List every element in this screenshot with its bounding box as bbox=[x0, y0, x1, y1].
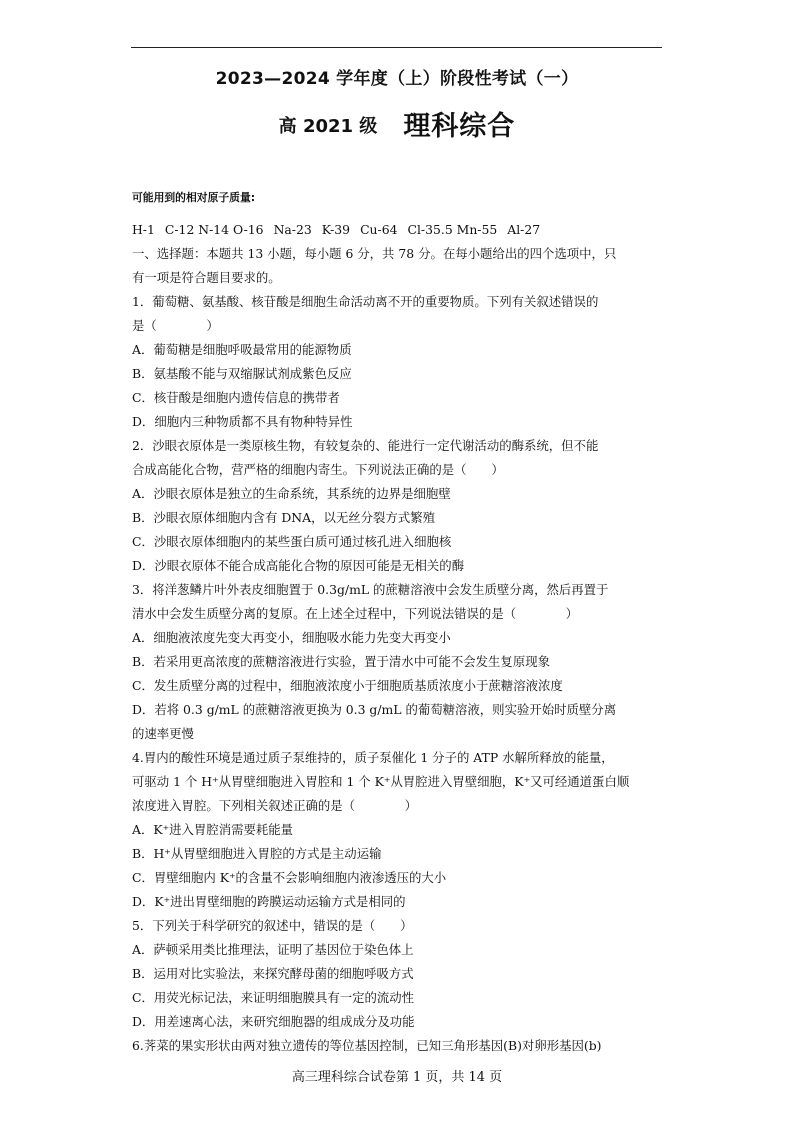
option-b: B．氨基酸不能与双缩脲试剂成紫色反应 bbox=[132, 366, 352, 381]
subject-heading bbox=[0, 104, 794, 143]
atomic-mass-item: Na-23 bbox=[273, 222, 312, 237]
option-a: A．葡萄糖是细胞呼吸最常用的能源物质 bbox=[132, 342, 352, 357]
question-1 bbox=[132, 290, 664, 434]
option-c: C．用荧光标记法，来证明细胞膜具有一定的流动性 bbox=[132, 990, 415, 1005]
atomic-mass-list bbox=[132, 218, 664, 242]
header-rule bbox=[131, 47, 662, 48]
option-b: B．H⁺从胃壁细胞进入胃腔的方式是主动运输 bbox=[132, 846, 382, 861]
question-stem-line: 是（ ） bbox=[132, 318, 219, 333]
question-5 bbox=[132, 914, 664, 1034]
question-stem-line: 6.荠菜的果实形状由两对独立遗传的等位基因控制，已知三角形基因(B)对卵形基因(b) bbox=[132, 1038, 602, 1053]
question-stem-line: 可驱动 1 个 H⁺从胃壁细胞进入胃腔和 1 个 K⁺从胃腔进入胃壁细胞，K⁺又可经通道蛋白顺 bbox=[132, 774, 630, 789]
question-3 bbox=[132, 578, 664, 746]
option-c: C．发生质壁分离的过程中，细胞液浓度小于细胞质基质浓度小于蔗糖溶液浓度 bbox=[132, 678, 563, 693]
question-stem-line: 2．沙眼衣原体是一类原核生物，有较复杂的、能进行一定代谢活动的酶系统，但不能 bbox=[132, 438, 599, 453]
option-b: B．沙眼衣原体细胞内含有 DNA，以无丝分裂方式繁殖 bbox=[132, 510, 435, 525]
exam-title: 2023—2024 学年度（上）阶段性考试（一） bbox=[215, 69, 579, 89]
option-a: A．细胞液浓度先变大再变小，细胞吸水能力先变大再变小 bbox=[132, 630, 451, 645]
question-stem-line: 1．葡萄糖、氨基酸、核苷酸是细胞生命活动离不开的重要物质。下列有关叙述错误的 bbox=[132, 294, 599, 309]
option-a: A．沙眼衣原体是独立的生命系统，其系统的边界是细胞壁 bbox=[132, 486, 451, 501]
option-c: C．核苷酸是细胞内遗传信息的携带者 bbox=[132, 390, 340, 405]
atomic-mass-item: Al-27 bbox=[507, 222, 541, 237]
subject-title: 理科综合 bbox=[403, 111, 516, 142]
option-d: D．用差速离心法，来研究细胞器的组成成分及功能 bbox=[132, 1014, 415, 1029]
option-d: D．细胞内三种物质都不具有物种特异性 bbox=[132, 414, 353, 429]
option-d: D．沙眼衣原体不能合成高能化合物的原因可能是无相关的酶 bbox=[132, 558, 465, 573]
atomic-mass-label: 可能用到的相对原子质量: bbox=[132, 191, 256, 204]
section-intro bbox=[132, 242, 664, 290]
question-stem-line: 4.胃内的酸性环境是通过质子泵维持的，质子泵催化 1 分子的 ATP 水解所释放的能量， bbox=[132, 750, 614, 765]
option-b: B．若采用更高浓度的蔗糖溶液进行实验，置于清水中可能不会发生复原现象 bbox=[132, 654, 550, 669]
question-4 bbox=[132, 746, 664, 914]
question-stem-line: 3．将洋葱鳞片叶外表皮细胞置于 0.3g/mL 的蔗糖溶液中会发生质壁分离，然后再置于 bbox=[132, 582, 609, 597]
grade-label: 高 2021 级 bbox=[278, 116, 378, 137]
question-stem-line: 浓度进入胃腔。下列相关叙述正确的是（ ） bbox=[132, 798, 417, 813]
atomic-mass-item: K-39 bbox=[321, 222, 351, 237]
option-d: D．K⁺进出胃壁细胞的跨膜运动运输方式是相同的 bbox=[132, 894, 406, 909]
atomic-mass-item: H-1 bbox=[132, 222, 155, 237]
option-b: B．运用对比实验法，来探究酵母菌的细胞呼吸方式 bbox=[132, 966, 414, 981]
atomic-mass-item: Cu-64 bbox=[360, 222, 398, 237]
option-c: C．胃壁细胞内 K⁺的含量不会影响细胞内液渗透压的大小 bbox=[132, 870, 447, 885]
question-stem-line: 5．下列关于科学研究的叙述中，错误的是（ ） bbox=[132, 918, 413, 933]
atomic-mass-item: Cl-35.5 Mn-55 bbox=[407, 222, 498, 237]
section-intro-line: 一、选择题：本题共 13 小题，每小题 6 分，共 78 分。在每小题给出的四个选项中，只 bbox=[132, 246, 617, 261]
question-stem-line: 合成高能化合物，营严格的细胞内寄生。下列说法正确的是（ ） bbox=[132, 462, 504, 477]
option-d: D．若将 0.3 g/mL 的蔗糖溶液更换为 0.3 g/mL 的葡萄糖溶液，则实验开始时质壁分离 bbox=[132, 702, 617, 717]
section-intro-line: 有一项是符合题目要求的。 bbox=[132, 270, 281, 285]
question-6 bbox=[132, 1034, 664, 1058]
question-stem-line: 清水中会发生质壁分离的复原。在上述全过程中，下列说法错误的是（ ） bbox=[132, 606, 579, 621]
option-a: A．K⁺进入胃腔消需要耗能量 bbox=[132, 822, 294, 837]
option-d-continuation: 的速率更慢 bbox=[132, 726, 194, 741]
option-c: C．沙眼衣原体细胞内的某些蛋白质可通过核孔进入细胞核 bbox=[132, 534, 452, 549]
atomic-mass-item: C-12 N-14 O-16 bbox=[164, 222, 264, 237]
exam-body bbox=[132, 186, 664, 1058]
option-a: A．萨顿采用类比推理法，证明了基因位于染色体上 bbox=[132, 942, 414, 957]
question-2 bbox=[132, 434, 664, 578]
page-footer: 高三理科综合试卷第 1 页，共 14 页 bbox=[291, 1070, 503, 1085]
